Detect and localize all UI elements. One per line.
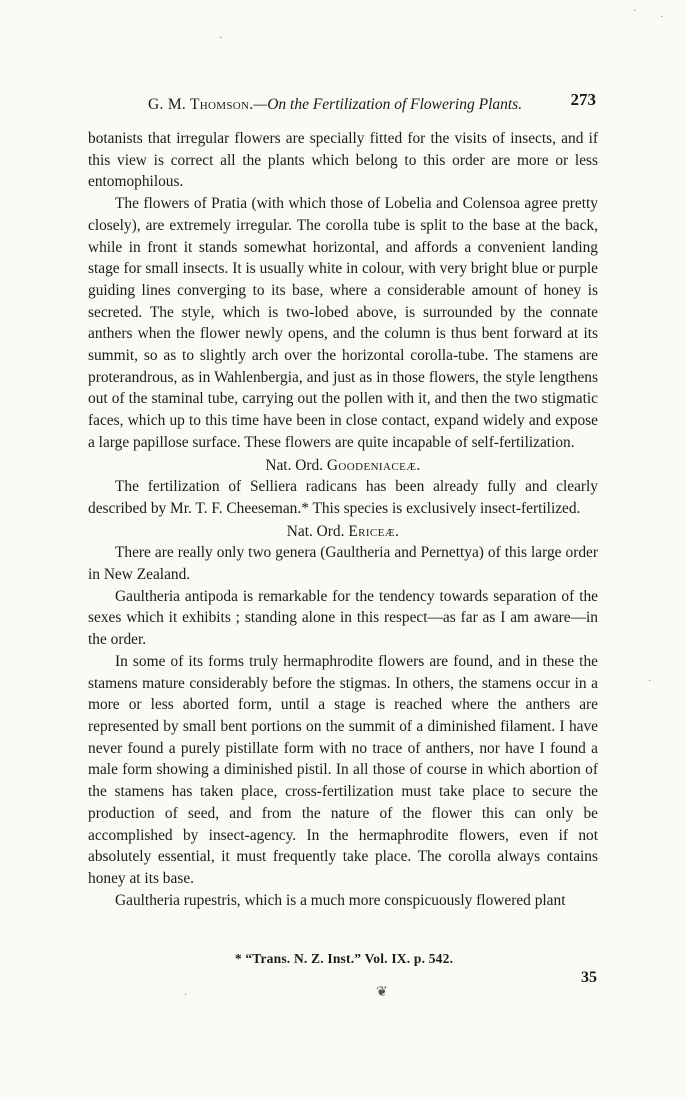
header-author: G. M. Thomson. <box>148 96 254 113</box>
section-heading <box>88 521 598 543</box>
ornament-icon: ❦ <box>376 985 388 1000</box>
footnote: * “Trans. N. Z. Inst.” Vol. IX. p. 542. <box>234 951 454 966</box>
paragraph: Gaultheria rupestris, which is a much more conspicuously flowered plant <box>115 891 566 909</box>
speck-mark: · <box>660 12 664 23</box>
paragraph: Gaultheria antipoda is remarkable for the tendency towards separation of the sexes which it exhibits ; standing alone in this respect—as far as I am aware—in the order. <box>88 587 598 649</box>
body-text <box>88 128 598 911</box>
speck-mark: · <box>184 990 188 1001</box>
page-number: 273 <box>570 90 596 109</box>
paragraph: The fertilization of Selliera radicans has been already fully and clearly described by Mr. T. F. Cheeseman.* This species is exclusively insect-fertilized. <box>88 478 598 517</box>
speck-mark: · <box>648 676 652 687</box>
header-title: —On the Fertilization of Flowering Plants. <box>253 96 523 113</box>
paragraph: In some of its forms truly hermaphrodite flowers are found, and in these the stamens mature considerably before the stigmas. In others, the stamens occur in a more or less aborted form, until a stage is reached where the anthers are represented by small bent portions on the summit of a diminished filament. I have never found a purely pistillate form with no trace of anthers, nor have I found a male form showing a diminished pistil. In all those of course in which abortion of the stamens has taken place, cross-fertilization must take place to secure the production of seed, and from the nature of the flower this can only be accomplished by insect-agency. In the hermaphrodite flowers, even if not absolutely essential, it must frequently take place. The corolla always contains honey at its base. <box>88 652 598 887</box>
speck-mark: · <box>633 6 637 17</box>
section-heading <box>88 455 598 477</box>
speck-mark: · <box>219 33 223 44</box>
heading-order: Goodeniaceæ. <box>326 456 421 474</box>
paragraph: botanists that irregular flowers are specially fitted for the visits of insects, and if this view is correct all the plants which belong to this order are more or less entomophilous. <box>88 130 598 191</box>
running-header <box>88 90 600 116</box>
heading-prefix: Nat. Ord. <box>265 456 324 474</box>
paragraph: The flowers of Pratia (with which those of Lobelia and Colensoa agree pretty closely), are extremely irregular. The corolla tube is split to the base at the back, while in front it stands somewhat horizontal, and affords a convenient landing stage for small insects. It is usually white in colour, with very bright blue or purple guiding lines converging to its base, where a considerable amount of honey is secreted. The style, which is two-lobed above, is surrounded by the connate anthers when the flower newly opens, and the column is thus bent forward at its summit, so as to slightly arch over the horizontal corolla-tube. The stamens are proterandrous, as in Wahlenbergia, and just as in those flowers, the style lengthens out of the staminal tube, carrying out the pollen with it, and then the two stigmatic faces, which up to this time have been in close contact, expand widely and expose a large papillose surface. These flowers are quite incapable of self-fertilization. <box>88 195 598 451</box>
heading-order: Ericeæ. <box>348 522 400 540</box>
heading-prefix: Nat. Ord. <box>286 522 345 540</box>
paragraph: There are really only two genera (Gaultheria and Pernettya) of this large order in New Zealand. <box>88 544 598 584</box>
signature-mark: 35 <box>581 969 597 986</box>
running-title <box>148 96 522 114</box>
